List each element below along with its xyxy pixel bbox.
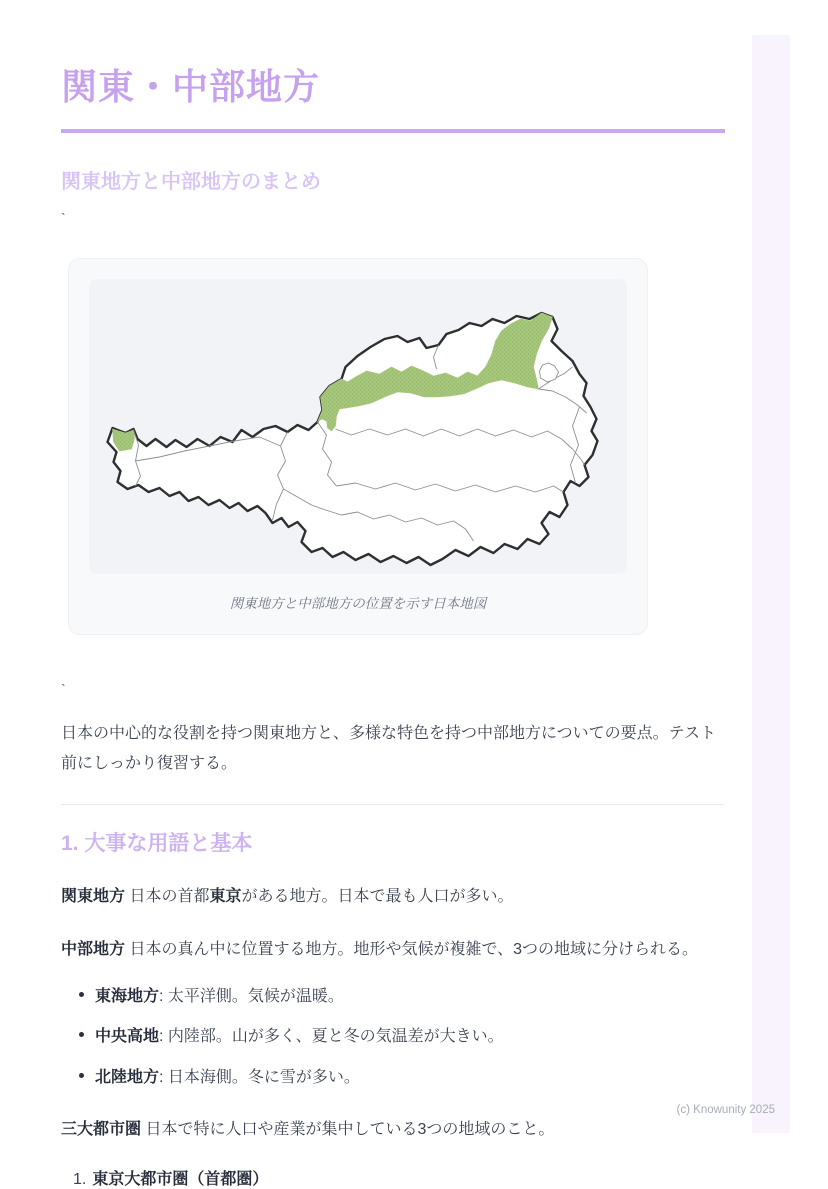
tokyo-term: 東京 (209, 888, 242, 906)
hokuriku-desc: : 日本海側。冬に雪が多い。 (159, 1068, 360, 1086)
map-figure-card (68, 258, 648, 635)
kanto-term: 関東地方 (61, 888, 126, 906)
sandai-term: 三大都市圏 (61, 1121, 142, 1139)
copyright-credit: (c) Knowunity 2025 (676, 1104, 775, 1116)
kanto-definition (61, 883, 724, 910)
figure-caption: 関東地方と中部地方の位置を示す日本地図 (229, 596, 487, 611)
region-bullet-list (61, 984, 724, 1091)
page-subtitle: 関東地方と中部地方のまとめ (61, 171, 321, 193)
chubu-definition (61, 936, 724, 963)
japan-regions-map-graphic (89, 279, 627, 574)
hokuriku-term: 北陸地方 (95, 1068, 160, 1086)
bullet-dot-icon (79, 1073, 84, 1078)
section-divider (61, 804, 724, 805)
chuo-term: 中央高地 (95, 1028, 160, 1046)
sandai-definition (61, 1116, 724, 1143)
chubu-term: 中部地方 (61, 941, 126, 959)
bullet-dot-icon (79, 1032, 84, 1037)
list-item (79, 1065, 724, 1091)
tokai-term: 東海地方 (95, 987, 160, 1005)
chuo-desc: : 内陸部。山が多く、夏と冬の気温差が大きい。 (159, 1028, 504, 1046)
numbered-list-item (61, 1166, 724, 1189)
stray-backtick-2: ` (61, 681, 66, 697)
bullet-dot-icon (79, 992, 84, 997)
section-heading: 1. 大事な用語と基本 (61, 832, 253, 856)
intro-paragraph: 日本の中心的な役割を持つ関東地方と、多様な特色を持つ中部地方についての要点。テスト前にしっかり復習する。 (61, 725, 717, 772)
list-item (79, 984, 724, 1010)
tokyo-metro-term: 東京大都市圏（首都圏） (92, 1170, 269, 1188)
document-body (61, 0, 724, 1189)
map-image (89, 279, 627, 574)
title-rule (61, 129, 725, 133)
page-title: 関東・中部地方 (61, 66, 321, 107)
sandai-text: 日本で特に人口や産業が集中している3つの地域のこと。 (141, 1121, 555, 1139)
page-margin-bar (752, 35, 790, 1133)
chubu-text: 日本の真ん中に位置する地方。地形や気候が複雑で、3つの地域に分けられる。 (125, 941, 699, 959)
list-item (79, 1024, 724, 1050)
list-number: 1. (73, 1170, 87, 1188)
tokai-desc: : 太平洋側。気候が温暖。 (159, 987, 344, 1005)
kanto-text-pre: 日本の首都 (125, 888, 210, 906)
stray-backtick-1: ` (61, 210, 66, 226)
kanto-text-post: がある地方。日本で最も人口が多い。 (241, 888, 514, 906)
